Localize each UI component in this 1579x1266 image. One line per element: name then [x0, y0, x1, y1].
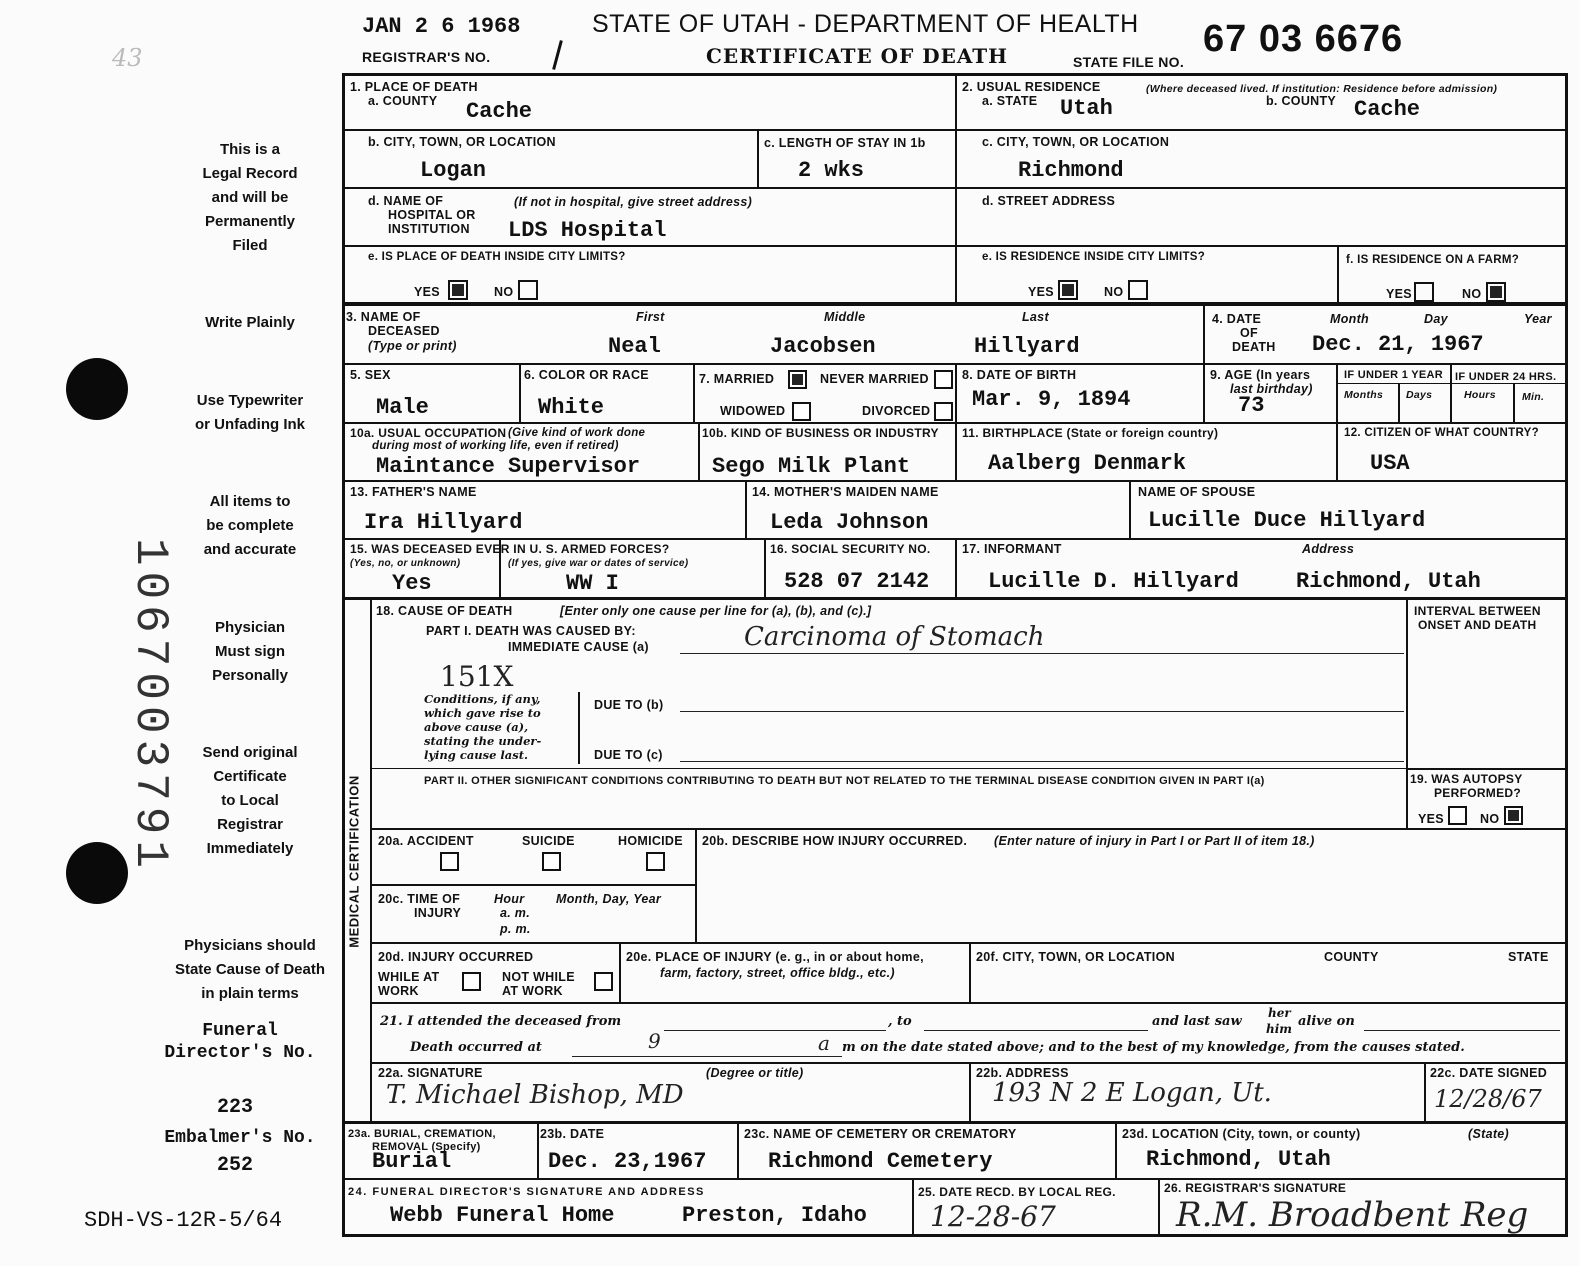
- occupation-note: (Give kind of work done: [508, 427, 646, 439]
- date-of-birth: Mar. 9, 1894: [972, 387, 1131, 412]
- type-print-label: (Type or print): [368, 339, 457, 353]
- embalmer-label: Embalmer's No.: [164, 1128, 316, 1148]
- injury-city-label: 20f. CITY, TOWN, OR LOCATION: [976, 950, 1175, 964]
- corner-note: 43: [112, 44, 143, 72]
- business-value: Sego Milk Plant: [712, 454, 911, 479]
- attended-to-line: [924, 1030, 1148, 1031]
- ssn-label: 16. SOCIAL SECURITY NO.: [770, 542, 931, 556]
- county-label: a. COUNTY: [368, 94, 438, 108]
- day-label: Day: [1424, 312, 1448, 326]
- to-label: , to: [888, 1014, 912, 1029]
- ssn-value: 528 07 2142: [784, 569, 930, 594]
- mother-name: Leda Johnson: [770, 510, 929, 535]
- date-signed: 12/28/67: [1434, 1085, 1542, 1113]
- residence-city: Richmond: [1018, 158, 1124, 183]
- alive-on-label: alive on: [1298, 1014, 1355, 1029]
- cause-c-line: [680, 761, 1404, 762]
- injury-occurred-label: 20d. INJURY OCCURRED: [378, 950, 534, 964]
- work-label: WORK: [378, 984, 419, 998]
- death-am-pm: a: [818, 1031, 830, 1055]
- birthplace-label: 11. BIRTHPLACE (State or foreign country): [962, 426, 1219, 440]
- race-value: White: [538, 395, 605, 420]
- address-label: Address: [1302, 542, 1355, 556]
- age-label: 9. AGE (In years: [1210, 368, 1311, 382]
- punch-hole: [66, 842, 128, 904]
- date-of-death: Dec. 21, 1967: [1312, 332, 1484, 357]
- autopsy-label: 19. WAS AUTOPSY: [1410, 772, 1523, 786]
- registrar-sig-label: 26. REGISTRAR'S SIGNATURE: [1164, 1181, 1347, 1195]
- date-recd-label: 25. DATE RECD. BY LOCAL REG.: [918, 1185, 1116, 1199]
- accident-label: 20a. ACCIDENT: [378, 834, 474, 848]
- due-b-label: DUE TO (b): [594, 698, 664, 712]
- yes-label: YES: [414, 285, 440, 299]
- spouse-label: NAME OF SPOUSE: [1138, 485, 1256, 499]
- middle-label: Middle: [824, 310, 866, 324]
- date-signed-label: 22c. DATE SIGNED: [1430, 1066, 1548, 1080]
- deceased-label: DECEASED: [368, 324, 440, 338]
- not-in-hospital-note: (If not in hospital, give street address): [514, 195, 753, 209]
- business-label: 10b. KIND OF BUSINESS OR INDUSTRY: [702, 426, 939, 440]
- conditions-bracket: [570, 692, 580, 764]
- yes-label: YES: [1386, 287, 1412, 301]
- date-of-death-label: 4. DATE: [1212, 312, 1262, 326]
- death-county: Cache: [466, 99, 533, 124]
- first-label: First: [636, 310, 665, 324]
- suicide-checkbox[interactable]: [542, 852, 561, 871]
- describe-note: (Enter nature of injury in Part I or Part II of item 18.): [994, 834, 1315, 848]
- occupation-note-2: during most of working life, even if retired): [372, 440, 619, 452]
- res-inside-no-checkbox[interactable]: [1128, 280, 1148, 300]
- performed-label: PERFORMED?: [1434, 786, 1521, 800]
- cause-label: 18. CAUSE OF DEATH: [376, 604, 513, 618]
- length-of-stay: 2 wks: [798, 158, 865, 183]
- registrar-no-label: REGISTRAR'S NO.: [362, 49, 491, 65]
- last-saw-label: and last saw: [1152, 1014, 1242, 1029]
- typewriter-note: Use Typewriter or Unfading Ink: [195, 392, 305, 433]
- death-label: DEATH: [1232, 340, 1276, 354]
- of-label: OF: [1240, 326, 1258, 340]
- cause-a-value: Carcinoma of Stomach: [744, 622, 1045, 652]
- embalmer-number: 252: [216, 1154, 253, 1177]
- death-hour: 9: [648, 1029, 661, 1053]
- year-label: Year: [1524, 312, 1552, 326]
- name-of-label: 3. NAME OF: [346, 310, 421, 324]
- send-original-note: Send original Certificate to Local Registrar Immediately: [202, 744, 298, 857]
- injury-label: INJURY: [414, 906, 462, 920]
- part1-label: PART I. DEATH WAS CAUSED BY:: [426, 624, 636, 638]
- res-city-label: c. CITY, TOWN, OR LOCATION: [982, 135, 1170, 149]
- citizen-value: USA: [1370, 451, 1410, 476]
- father-name: Ira Hillyard: [364, 510, 523, 535]
- burial-value: Burial: [372, 1149, 452, 1174]
- due-c-label: DUE TO (c): [594, 748, 663, 762]
- physician-address: 193 N 2 E Logan, Ut.: [992, 1078, 1272, 1108]
- state-file-label: STATE FILE NO.: [1073, 54, 1185, 70]
- farm-no-checkbox[interactable]: [1486, 282, 1506, 302]
- city-label: b. CITY, TOWN, OR LOCATION: [368, 135, 556, 149]
- physician-note: Physician Must sign Personally: [212, 619, 288, 684]
- usual-residence-note: (Where deceased lived. If institution: Residence before admission): [1146, 83, 1498, 95]
- not-while-label: NOT WHILE: [502, 970, 575, 984]
- attended-from-line: [664, 1030, 886, 1031]
- cause-code: 151X: [440, 660, 514, 693]
- funeral-city: Preston, Idaho: [682, 1203, 867, 1228]
- race-label: 6. COLOR OR RACE: [524, 368, 649, 382]
- slash-mark: [552, 40, 563, 70]
- occupation-value: Maintance Supervisor: [376, 454, 641, 479]
- complete-note: All items to be complete and accurate: [203, 493, 297, 558]
- certificate-title: CERTIFICATE OF DEATH: [706, 44, 1009, 68]
- war-value: WW I: [566, 571, 619, 596]
- never-married-checkbox[interactable]: [934, 370, 953, 389]
- physician-signature: T. Michael Bishop, MD: [386, 1080, 684, 1110]
- him-label: him: [1266, 1022, 1292, 1036]
- armed-forces-label: 15. WAS DECEASED EVER IN U. S. ARMED FORCES?: [350, 542, 670, 556]
- inside-city-no-checkbox[interactable]: [518, 280, 538, 300]
- autopsy-no-checkbox[interactable]: [1504, 806, 1523, 825]
- months-label: Months: [1344, 389, 1384, 401]
- month-label: Month: [1330, 312, 1369, 326]
- place-injury-note: farm, factory, street, office bldg., etc.): [660, 966, 895, 980]
- under-24-label: IF UNDER 24 HRS.: [1455, 371, 1557, 383]
- date-of-birth-label: 8. DATE OF BIRTH: [962, 368, 1077, 382]
- pm-label: p. m.: [500, 922, 531, 936]
- punch-hole: [66, 358, 128, 420]
- min-label: Min.: [1522, 391, 1545, 403]
- cemetery-name: Richmond Cemetery: [768, 1149, 993, 1174]
- injury-county-label: COUNTY: [1324, 950, 1379, 964]
- married-label: 7. MARRIED: [699, 372, 775, 386]
- form-number: SDH-VS-12R-5/64: [84, 1208, 283, 1233]
- legal-record-note: This is a Legal Record and will be Permanently Filed: [202, 141, 298, 254]
- no-label: NO: [494, 285, 514, 299]
- married-checkbox[interactable]: [788, 370, 807, 389]
- physician-address-label: 22b. ADDRESS: [976, 1066, 1069, 1080]
- conditions-note: Conditions, if any, which gave rise to above cause (a), stating the under- lying cause last.: [424, 692, 542, 762]
- yes-label: YES: [1418, 812, 1444, 826]
- write-plainly-note: Write Plainly: [205, 314, 295, 331]
- state-paren-label: (State): [1468, 1127, 1509, 1141]
- sex-value: Male: [376, 395, 429, 420]
- at-work-label: AT WORK: [502, 984, 563, 998]
- not-while-at-work-checkbox[interactable]: [594, 972, 613, 991]
- citizen-label: 12. CITIZEN OF WHAT COUNTRY?: [1344, 427, 1539, 439]
- birthplace-value: Aalberg Denmark: [988, 451, 1187, 476]
- last-label: Last: [1022, 310, 1049, 324]
- injury-state-label: STATE: [1508, 950, 1549, 964]
- under-1-year-label: IF UNDER 1 YEAR: [1344, 369, 1444, 381]
- describe-label: 20b. DESCRIBE HOW INJURY OCCURRED.: [702, 834, 968, 848]
- registrar-signature: R.M. Broadbent Reg: [1176, 1195, 1529, 1235]
- spouse-name: Lucille Duce Hillyard: [1148, 508, 1426, 533]
- no-label: NO: [1104, 285, 1124, 299]
- mother-label: 14. MOTHER'S MAIDEN NAME: [752, 485, 939, 499]
- her-label: her: [1268, 1006, 1291, 1020]
- widowed-checkbox[interactable]: [792, 402, 811, 421]
- cemetery-location: Richmond, Utah: [1146, 1147, 1331, 1172]
- m-on-date-label: m on the date stated above; and to the best of my knowledge, from the causes stated.: [842, 1040, 1465, 1055]
- autopsy-yes-checkbox[interactable]: [1448, 806, 1467, 825]
- interval-label-2: ONSET AND DEATH: [1418, 618, 1537, 632]
- divorced-checkbox[interactable]: [934, 402, 953, 421]
- occupation-label: 10a. USUAL OCCUPATION: [350, 426, 507, 440]
- res-county-label: b. COUNTY: [1266, 94, 1337, 108]
- while-at-label: WHILE AT: [378, 970, 440, 984]
- residence-state: Utah: [1060, 96, 1113, 121]
- state-title: STATE OF UTAH - DEPARTMENT OF HEALTH: [592, 10, 1139, 38]
- informant-label: 17. INFORMANT: [962, 542, 1062, 556]
- yes-label: YES: [1028, 285, 1054, 299]
- street-address-label: d. STREET ADDRESS: [982, 194, 1116, 208]
- interval-label: INTERVAL BETWEEN: [1414, 604, 1541, 618]
- cemetery-label: 23c. NAME OF CEMETERY OR CREMATORY: [744, 1127, 1017, 1141]
- res-inside-city-label: e. IS RESIDENCE INSIDE CITY LIMITS?: [982, 251, 1206, 263]
- res-inside-yes-checkbox[interactable]: [1058, 280, 1078, 300]
- death-occurred-line: [572, 1056, 842, 1057]
- armed-note: (Yes, no, or unknown): [350, 558, 461, 569]
- hospital-label: d. NAME OF: [368, 194, 444, 208]
- cause-note: [Enter only one cause per line for (a), (b), and (c).]: [560, 604, 872, 618]
- last-name: Hillyard: [974, 334, 1080, 359]
- homicide-checkbox[interactable]: [646, 852, 665, 871]
- funeral-director-label: Funeral Director's No.: [164, 1021, 316, 1063]
- funeral-sig-label: 24. FUNERAL DIRECTOR'S SIGNATURE AND ADDRESS: [348, 1186, 705, 1198]
- divorced-label: DIVORCED: [862, 404, 931, 418]
- inside-city-yes-checkbox[interactable]: [448, 280, 468, 300]
- farm-label: f. IS RESIDENCE ON A FARM?: [1346, 254, 1520, 266]
- informant-address: Richmond, Utah: [1296, 569, 1481, 594]
- time-of-injury-label: 20c. TIME OF: [378, 892, 461, 906]
- armed-note-2: (If yes, give war or dates of service): [508, 558, 689, 569]
- removal-label: REMOVAL (Specify): [372, 1141, 481, 1153]
- inside-city-label: e. IS PLACE OF DEATH INSIDE CITY LIMITS?: [368, 251, 626, 263]
- informant-name: Lucille D. Hillyard: [988, 569, 1239, 594]
- farm-yes-checkbox[interactable]: [1414, 282, 1434, 302]
- death-city: Logan: [420, 158, 487, 183]
- father-label: 13. FATHER'S NAME: [350, 485, 477, 499]
- physicians-should-note: Physicians should State Cause of Death in plain terms: [174, 937, 326, 1002]
- state-file-number: 67 03 6676: [1203, 18, 1404, 60]
- place-of-death-label: 1. PLACE OF DEATH: [350, 80, 478, 94]
- residence-county: Cache: [1354, 97, 1421, 122]
- homicide-label: HOMICIDE: [618, 834, 683, 848]
- middle-name: Jacobsen: [770, 334, 876, 359]
- length-stay-label: c. LENGTH OF STAY IN 1b: [764, 136, 926, 150]
- suicide-label: SUICIDE: [522, 834, 575, 848]
- hours-label: Hours: [1464, 389, 1496, 401]
- signature-label: 22a. SIGNATURE: [378, 1066, 483, 1080]
- mdy-label: Month, Day, Year: [556, 892, 662, 906]
- attended-statement: 21. I attended the deceased from: [380, 1014, 622, 1029]
- funeral-home: Webb Funeral Home: [390, 1203, 615, 1228]
- cause-b-line: [680, 711, 1404, 712]
- res-state-label: a. STATE: [982, 94, 1038, 108]
- funeral-director-number: 223: [216, 1096, 253, 1119]
- last-birthday-label: last birthday): [1230, 382, 1313, 396]
- age-value: 73: [1238, 393, 1265, 418]
- hospital-label-2: HOSPITAL OR: [388, 208, 476, 222]
- immediate-cause-label: IMMEDIATE CAUSE (a): [508, 640, 649, 654]
- burial-label: 23a. BURIAL, CREMATION,: [348, 1128, 496, 1140]
- never-married-label: NEVER MARRIED: [820, 372, 929, 386]
- location-label: 23d. LOCATION (City, town, or county): [1122, 1127, 1361, 1141]
- no-label: NO: [1480, 812, 1500, 826]
- stamp-date: JAN 2 6 1968: [362, 14, 521, 39]
- place-injury-label: 20e. PLACE OF INJURY (e. g., in or about home,: [626, 950, 924, 964]
- hospital-label-3: INSTITUTION: [388, 222, 470, 236]
- sex-label: 5. SEX: [350, 368, 391, 382]
- no-label: NO: [1462, 287, 1482, 301]
- hospital-name: LDS Hospital: [508, 218, 667, 243]
- degree-label: (Degree or title): [706, 1066, 804, 1080]
- death-occurred-label: Death occurred at: [410, 1040, 542, 1055]
- hour-label: Hour: [494, 892, 525, 906]
- usual-residence-label: 2. USUAL RESIDENCE: [962, 80, 1101, 94]
- burial-date-label: 23b. DATE: [540, 1127, 605, 1141]
- am-label: a. m.: [500, 906, 530, 920]
- first-name: Neal: [608, 334, 661, 359]
- cause-a-line: [680, 653, 1404, 654]
- accident-checkbox[interactable]: [440, 852, 459, 871]
- days-label: Days: [1406, 389, 1433, 401]
- armed-value: Yes: [392, 571, 432, 596]
- widowed-label: WIDOWED: [720, 404, 786, 418]
- date-received: 12-28-67: [930, 1200, 1056, 1233]
- part2-label: PART II. OTHER SIGNIFICANT CONDITIONS CONTRIBUTING TO DEATH BUT NOT RELATED TO THE TERMINAL DISEASE CONDITION GIVEN IN PART I(a): [424, 775, 1265, 787]
- burial-date: Dec. 23,1967: [548, 1149, 707, 1174]
- while-at-work-checkbox[interactable]: [462, 972, 481, 991]
- alive-on-line: [1364, 1030, 1560, 1031]
